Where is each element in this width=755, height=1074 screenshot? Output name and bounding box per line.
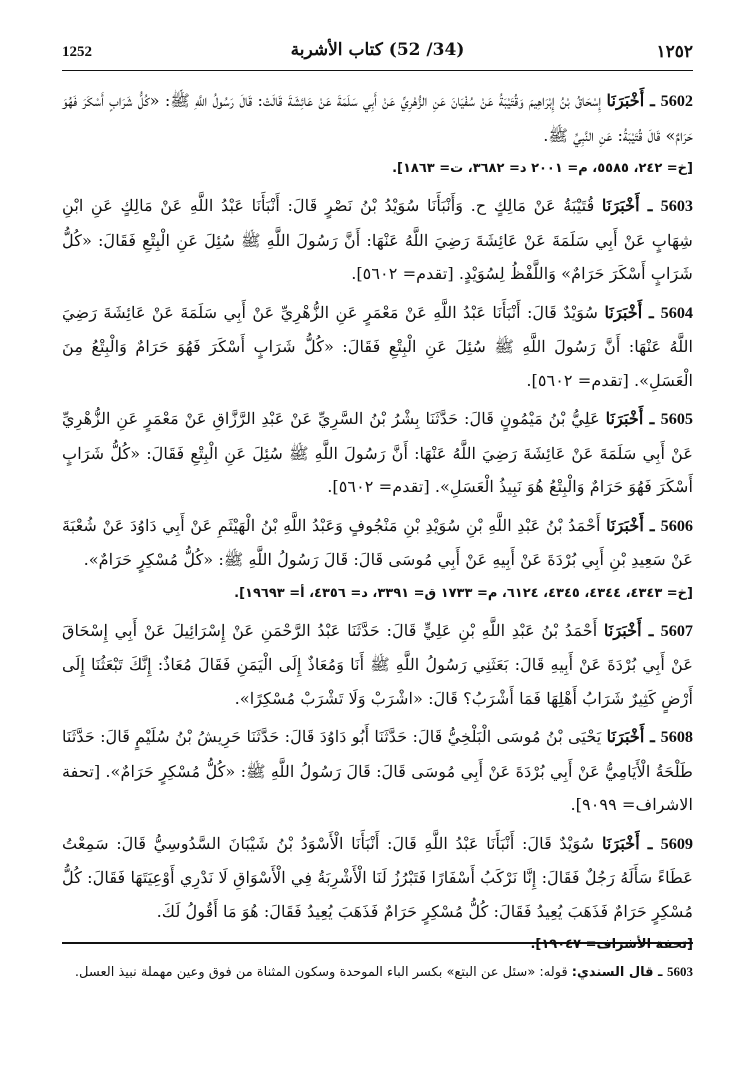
hadith-opener: أَخْبَرَنَا <box>604 302 643 322</box>
hadith-list <box>62 84 693 965</box>
hadith-entry: 5602 ـ أَخْبَرَنَا إِسْحَاقُ بْنُ إِبْرَاهِيمَ وَقُتَيْبَةُ عَنْ سُفْيَانَ عَنِ الزُّهْرِيِّ عَنْ أَبِي سَلَمَةَ عَنْ عَائِشَةَ قَالَتْ: قَالَ رَسُولُ اللَّهِ ﷺ: «كُلُّ شَرَابٍ أَسْكَرَ فَهُوَ حَرَامٌ» قَالَ قُتَيْبَةُ: عَنِ النَّبِيِّ ﷺ. <box>62 91 694 145</box>
hadith-number: 5605 <box>660 410 693 428</box>
hadith-number: 5607 <box>660 621 694 640</box>
footnote-label: قال السندي: <box>571 965 654 980</box>
hadith-opener: أَخْبَرَنَا <box>601 196 640 215</box>
hadith-text: يَحْيَى بْنُ مُوسَى الْبَلْخِيُّ قَالَ: حَدَّثَنَا أَبُو دَاوُدَ قَالَ: حَدَّثَنَا حَرِيشُ بْنُ سُلَيْمٍ قَالَ: حَدَّثَنَا طَلْحَةُ الْأَيَامِيُّ عَنْ أَبِي بُرْدَةَ عَنْ أَبِي مُوسَى قَالَ: قَالَ رَسُولُ اللَّهِ ﷺ: «كُلُّ مُسْكِرٍ حَرَامٌ». [تحفة الاشراف= ٩٠٩٩]. <box>62 727 693 814</box>
header-divider <box>62 70 693 71</box>
hadith-entry: 5607 ـ أَخْبَرَنَا أَحْمَدُ بْنُ عَبْدِ اللَّهِ بْنِ عَلِيٍّ قَالَ: حَدَّثَنَا عَبْدُ الرَّحْمَنِ عَنْ إِسْرَائِيلَ عَنْ أَبِي إِسْحَاقَ عَنْ أَبِي بُرْدَةَ عَنْ أَبِيهِ قَالَ: بَعَثَنِي رَسُولُ اللَّهِ ﷺ أَنَا وَمُعَاذٌ إِلَى الْيَمَنِ فَقَالَ مُعَاذٌ: إِنَّكَ تَبْعَثُنَا إِلَى أَرْضٍ كَثِيرٌ شَرَابُ أَهْلِهَا فَمَا أَشْرَبُ؟ قَالَ: «اشْرَبْ وَلَا تَشْرَبْ مُسْكِرًا». <box>62 620 694 708</box>
hadith-number: 5608 <box>660 728 694 746</box>
footnote-divider <box>62 942 693 944</box>
hadith-text: أَحْمَدُ بْنُ عَبْدِ اللَّهِ بْنِ عَلِيٍّ قَالَ: حَدَّثَنَا عَبْدُ الرَّحْمَنِ عَنْ إِسْرَائِيلَ عَنْ أَبِي إِسْحَاقَ عَنْ أَبِي بُرْدَةَ عَنْ أَبِيهِ قَالَ: بَعَثَنِي رَسُولُ اللَّهِ ﷺ أَنَا وَمُعَاذٌ إِلَى الْيَمَنِ فَقَالَ مُعَاذٌ: إِنَّكَ تَبْعَثُنَا إِلَى أَرْضٍ كَثِيرٌ شَرَابُ أَهْلِهَا فَمَا أَشْرَبُ؟ قَالَ: «اشْرَبْ وَلَا تَشْرَبْ مُسْكِرًا». <box>62 620 693 708</box>
hadith-opener: أَخْبَرَنَا <box>606 91 645 110</box>
footnote-text: قوله: «سئل عن البتع» بكسر الباء الموحدة وسكون المثناة من فوق وعين مهملة نبيذ العسل. <box>74 965 568 980</box>
hadith-text: سُوَيْدٌ قَالَ: أَنْبَأَنَا عَبْدُ اللَّهِ عَنْ مَعْمَرٍ عَنِ الزُّهْرِيِّ عَنْ أَبِي سَلَمَةَ عَنْ عَائِشَةَ رَضِيَ اللَّهُ عَنْهَا: أَنَّ رَسُولَ اللَّهِ ﷺ سُئِلَ عَنِ الْبِتْعِ فَقَالَ: «كُلُّ شَرَابٍ أَسْكَرَ فَهُوَ حَرَامٌ وَالْبِتْعُ مِنَ الْعَسَلِ». [تقدم= ٥٦٠٢]. <box>62 302 693 390</box>
hadith-opener: أَخْبَرَنَا <box>605 409 644 428</box>
hadith-number: 5602 <box>660 92 694 110</box>
footnote-number: 5603 <box>667 964 693 979</box>
page-number-latin: 1252 <box>62 44 92 60</box>
hadith-opener: أَخْبَرَنَا <box>606 727 645 746</box>
hadith-entry: 5609 ـ أَخْبَرَنَا سُوَيْدٌ قَالَ: أَنْبَأَنَا عَبْدُ اللَّهِ قَالَ: أَنْبَأَنَا الْأَسْوَدُ بْنُ شَيْبَانَ السَّدُوسِيُّ قَالَ: سَمِعْتُ عَطَاءً سَأَلَهُ رَجُلٌ فَقَالَ: إِنَّا نَرْكَبُ أَسْفَارًا فَتَبْرُزُ لَنَا الْأَشْرِبَةُ فِي الْأَسْوَاقِ لَا نَدْرِي أَوْعِيَتَهَا فَقَالَ: كُلُّ مُسْكِرٍ حَرَامٌ فَذَهَبَ يُعِيدُ فَقَالَ: كُلُّ مُسْكِرٍ حَرَامٌ فَذَهَبَ يُعِيدُ فَقَالَ: هُوَ مَا أَقُولُ لَكَ. <box>62 833 694 921</box>
hadith-number: 5603 <box>660 197 693 215</box>
hadith-reference: [خ= ٢٤٢، ٥٥٨٥، م= ٢٠٠١ د= ٣٦٨٢، ت= ١٨٦٣]. <box>392 161 693 176</box>
hadith-entry: 5603 ـ أَخْبَرَنَا قُتَيْبَةُ عَنْ مَالِكٍ ح. وَأَنْبَأَنَا سُوَيْدُ بْنُ نَصْرٍ قَالَ: أَنْبَأَنَا عَبْدُ اللَّهِ عَنْ مَالِكٍ عَنِ ابْنِ شِهَابٍ عَنْ أَبِي سَلَمَةَ عَنْ عَائِشَةَ رَضِيَ اللَّهُ عَنْهَا: أَنَّ رَسُولَ اللَّهِ ﷺ سُئِلَ عَنِ الْبِتْعِ فَقَالَ: «كُلُّ شَرَابٍ أَسْكَرَ حَرَامٌ» وَاللَّفْظُ لِسُوَيْدٍ. [تقدم= ٥٦٠٢]. <box>62 196 693 283</box>
hadith-entry: 5606 ـ أَخْبَرَنَا أَحْمَدُ بْنُ عَبْدِ اللَّهِ بْنِ سُوَيْدِ بْنِ مَنْجُوفٍ وَعَبْدُ اللَّهِ بْنُ الْهَيْثَمِ عَنْ أَبِي دَاوُدَ عَنْ شُعْبَةَ عَنْ سَعِيدِ بْنِ أَبِي بُرْدَةَ عَنْ أَبِيهِ عَنْ أَبِي مُوسَى قَالَ: قَالَ رَسُولُ اللَّهِ ﷺ: «كُلُّ مُسْكِرٍ حَرَامٌ». <box>62 515 693 569</box>
page-header <box>62 38 693 68</box>
hadith-number: 5604 <box>660 303 693 322</box>
footnote: 5603 ـ قال السندي: قوله: «سئل عن البتع» بكسر الباء الموحدة وسكون المثناة من فوق وعين مهملة نبيذ العسل. <box>74 964 693 980</box>
hadith-number: 5606 <box>660 516 693 535</box>
hadith-number: 5609 <box>660 834 694 853</box>
hadith-text: أَحْمَدُ بْنُ عَبْدِ اللَّهِ بْنِ سُوَيْدِ بْنِ مَنْجُوفٍ وَعَبْدُ اللَّهِ بْنُ الْهَيْثَمِ عَنْ أَبِي دَاوُدَ عَنْ شُعْبَةَ عَنْ سَعِيدِ بْنِ أَبِي بُرْدَةَ عَنْ أَبِيهِ عَنْ أَبِي مُوسَى قَالَ: قَالَ رَسُولُ اللَّهِ ﷺ: «كُلُّ مُسْكِرٍ حَرَامٌ». <box>62 515 693 569</box>
hadith-text: قُتَيْبَةُ عَنْ مَالِكٍ ح. وَأَنْبَأَنَا سُوَيْدُ بْنُ نَصْرٍ قَالَ: أَنْبَأَنَا عَبْدُ اللَّهِ عَنْ مَالِكٍ عَنِ ابْنِ شِهَابٍ عَنْ أَبِي سَلَمَةَ عَنْ عَائِشَةَ رَضِيَ اللَّهُ عَنْهَا: أَنَّ رَسُولَ اللَّهِ ﷺ سُئِلَ عَنِ الْبِتْعِ فَقَالَ: «كُلُّ شَرَابٍ أَسْكَرَ حَرَامٌ» وَاللَّفْظُ لِسُوَيْدٍ. [تقدم= ٥٦٠٢]. <box>62 196 693 283</box>
hadith-entry: 5605 ـ أَخْبَرَنَا عَلِيُّ بْنُ مَيْمُونٍ قَالَ: حَدَّثَنَا بِشْرُ بْنُ السَّرِيِّ عَنْ عَبْدِ الرَّزَّاقِ عَنْ مَعْمَرٍ عَنِ الزُّهْرِيِّ عَنْ أَبِي سَلَمَةَ عَنْ عَائِشَةَ رَضِيَ اللَّهُ عَنْهَا: أَنَّ رَسُولَ اللَّهِ ﷺ سُئِلَ عَنِ الْبِتْعِ فَقَالَ: «كُلُّ شَرَابٍ أَسْكَرَ فَهُوَ حَرَامٌ وَالْبِتْعُ هُوَ نَبِيذُ الْعَسَلِ». [تقدم= ٥٦٠٢]. <box>62 409 693 496</box>
hadith-opener: أَخْبَرَنَا <box>606 515 644 535</box>
hadith-reference: [خ= ٤٣٤٣، ٤٣٤٤، ٤٣٤٥، ٦١٢٤، م= ١٧٣٣ ق= ٣٣٩١، د= ٤٣٥٦، أ= ١٩٦٩٣]. <box>234 585 693 601</box>
hadith-opener: أَخْبَرَنَا <box>601 833 640 853</box>
running-title: (34/ 52) كتاب الأشربة <box>290 40 465 60</box>
hadith-text: إِسْحَاقُ بْنُ إِبْرَاهِيمَ وَقُتَيْبَةُ عَنْ سُفْيَانَ عَنِ الزُّهْرِيِّ عَنْ أَبِي سَلَمَةَ عَنْ عَائِشَةَ قَالَتْ: قَالَ رَسُولُ اللَّهِ ﷺ: «كُلُّ شَرَابٍ أَسْكَرَ فَهُوَ حَرَامٌ» قَالَ قُتَيْبَةُ: عَنِ النَّبِيِّ ﷺ. <box>62 91 693 145</box>
hadith-entry: 5608 ـ أَخْبَرَنَا يَحْيَى بْنُ مُوسَى الْبَلْخِيُّ قَالَ: حَدَّثَنَا أَبُو دَاوُدَ قَالَ: حَدَّثَنَا حَرِيشُ بْنُ سُلَيْمٍ قَالَ: حَدَّثَنَا طَلْحَةُ الْأَيَامِيُّ عَنْ أَبِي بُرْدَةَ عَنْ أَبِي مُوسَى قَالَ: قَالَ رَسُولُ اللَّهِ ﷺ: «كُلُّ مُسْكِرٍ حَرَامٌ». [تحفة الاشراف= ٩٠٩٩]. <box>62 727 694 814</box>
hadith-opener: أَخْبَرَنَا <box>603 620 642 640</box>
hadith-text: سُوَيْدٌ قَالَ: أَنْبَأَنَا عَبْدُ اللَّهِ قَالَ: أَنْبَأَنَا الْأَسْوَدُ بْنُ شَيْبَانَ السَّدُوسِيُّ قَالَ: سَمِعْتُ عَطَاءً سَأَلَهُ رَجُلٌ فَقَالَ: إِنَّا نَرْكَبُ أَسْفَارًا فَتَبْرُزُ لَنَا الْأَشْرِبَةُ فِي الْأَسْوَاقِ لَا نَدْرِي أَوْعِيَتَهَا فَقَالَ: كُلُّ مُسْكِرٍ حَرَامٌ فَذَهَبَ يُعِيدُ فَقَالَ: كُلُّ مُسْكِرٍ حَرَامٌ فَذَهَبَ يُعِيدُ فَقَالَ: هُوَ مَا أَقُولُ لَكَ. <box>62 833 693 921</box>
hadith-entry: 5604 ـ أَخْبَرَنَا سُوَيْدٌ قَالَ: أَنْبَأَنَا عَبْدُ اللَّهِ عَنْ مَعْمَرٍ عَنِ الزُّهْرِيِّ عَنْ أَبِي سَلَمَةَ عَنْ عَائِشَةَ رَضِيَ اللَّهُ عَنْهَا: أَنَّ رَسُولَ اللَّهِ ﷺ سُئِلَ عَنِ الْبِتْعِ فَقَالَ: «كُلُّ شَرَابٍ أَسْكَرَ فَهُوَ حَرَامٌ وَالْبِتْعُ مِنَ الْعَسَلِ». [تقدم= ٥٦٠٢]. <box>62 302 693 390</box>
hadith-reference: [تحفة الأشراف= ١٩٠٤٧]. <box>530 937 693 952</box>
page-number-arabic: ١٢٥٢ <box>656 42 693 62</box>
hadith-text: عَلِيُّ بْنُ مَيْمُونٍ قَالَ: حَدَّثَنَا بِشْرُ بْنُ السَّرِيِّ عَنْ عَبْدِ الرَّزَّاقِ عَنْ مَعْمَرٍ عَنِ الزُّهْرِيِّ عَنْ أَبِي سَلَمَةَ عَنْ عَائِشَةَ رَضِيَ اللَّهُ عَنْهَا: أَنَّ رَسُولَ اللَّهِ ﷺ سُئِلَ عَنِ الْبِتْعِ فَقَالَ: «كُلُّ شَرَابٍ أَسْكَرَ فَهُوَ حَرَامٌ وَالْبِتْعُ هُوَ نَبِيذُ الْعَسَلِ». [تقدم= ٥٦٠٢]. <box>62 409 693 496</box>
